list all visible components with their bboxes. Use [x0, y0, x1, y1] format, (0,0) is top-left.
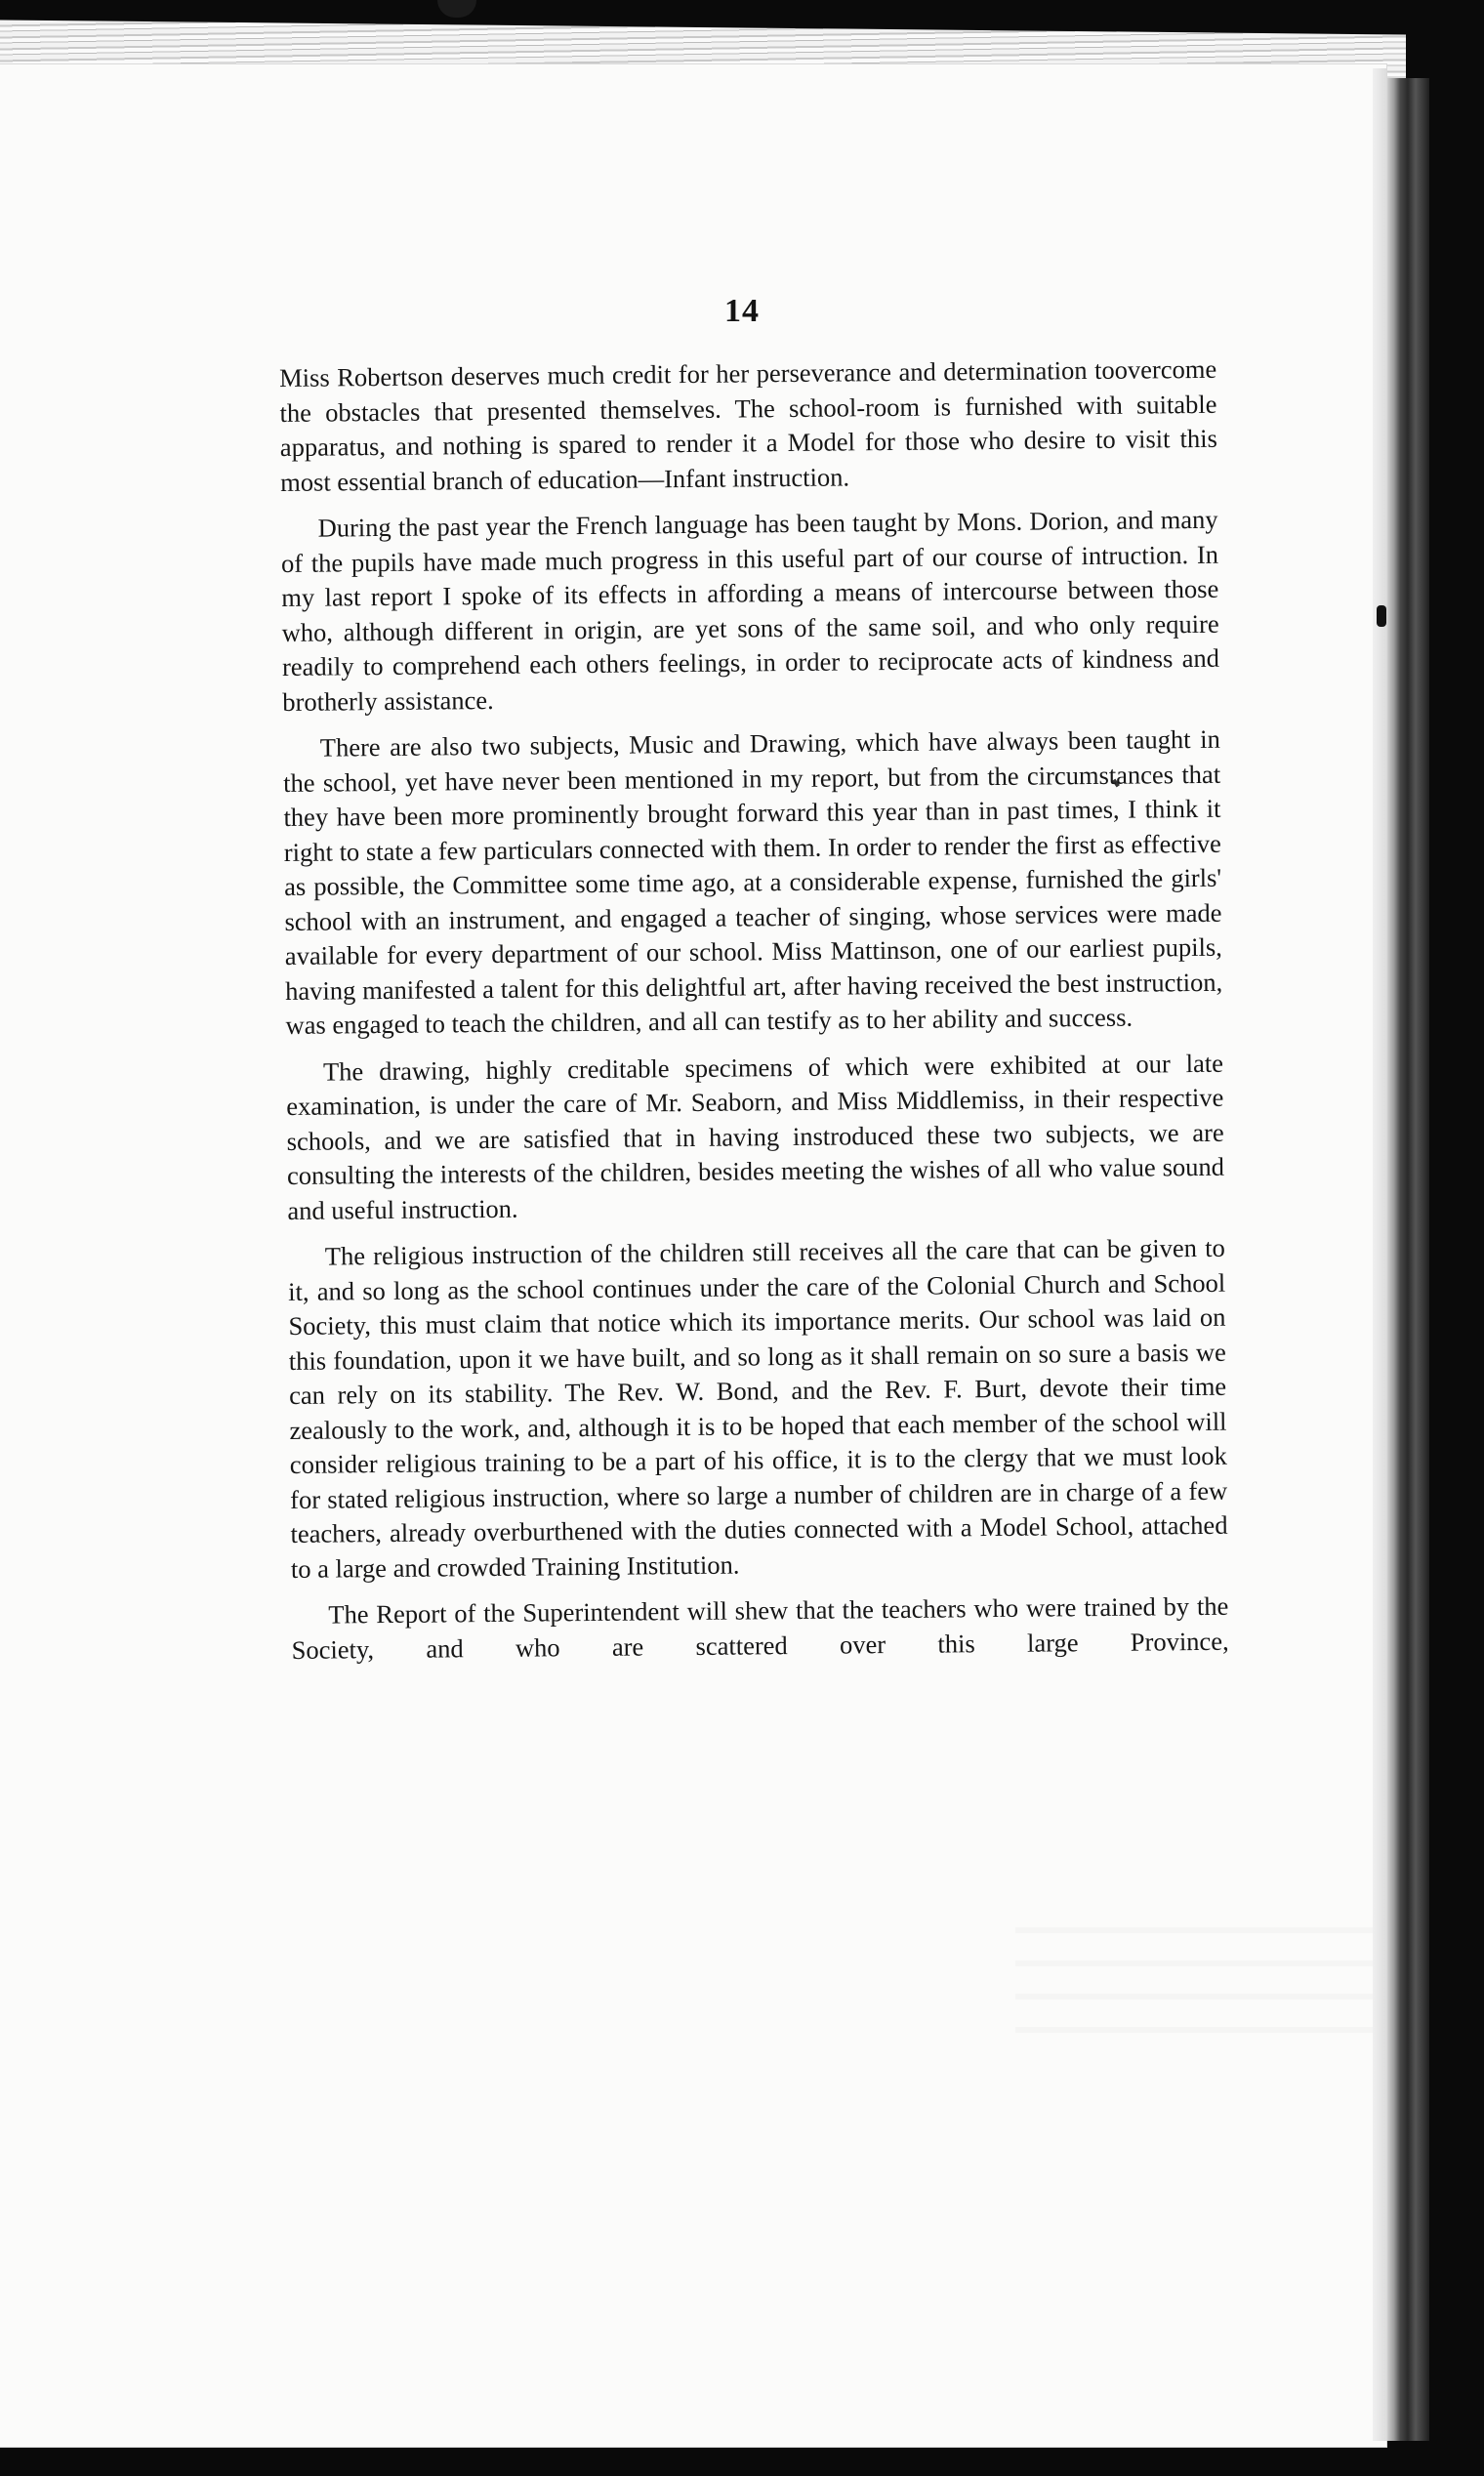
paragraph-religious-instruction: The religious instruction of the children still receives all the care that can be given to it, and so long as the school continues under the care of the Colonial Church and School Society, this must claim that notice which its importance merits. Our school was laid on this foundation, upon it we have built, and so long as it shall remain on so sure a basis we can rely on its stability. The Rev. W. Bond, and the Rev. F. Burt, devote their time zealously to the work, and, although it is to be hoped that each member of the school will consider religious training to be a part of his office, it is to the clergy that we must look for stated religious instruction, where so large a number of children are in charge of a few teachers, already overburthened with the duties connected with a Model School, attached to a large and crowded Training Institution.: [287, 1232, 1228, 1584]
paragraph-music-drawing: There are also two subjects, Music and Drawing, which have always been taught in the school, yet have never been mentioned in my report, but from the circumstances that they have been more prominently brought forward this year than in past times, I think it right to state a few particulars connected with them. In order to render the first as effective as possible, the Committee some time ago, at a considerable expense, furnished the girls' school with an instrument, and engaged a teacher of singing, whose services were made available for every department of our school. Miss Mattinson, one of our earliest pupils, having manifested a talent for this delightful art, after having received the best instruction, was engaged to teach the children, and all can testify as to her ability and success.: [282, 723, 1223, 1040]
page-stack-edge: [1386, 78, 1429, 2441]
paragraph-drawing: The drawing, highly creditable specimens of which were exhibited at our late examination, is under the care of Mr. Seaborn, and Miss Middlemiss, in their respective schools, and we are satisfied that in having instroduced these two subjects, we are consulting the interests of the children, besides meeting the wishes of all who value sound and useful instruction.: [286, 1048, 1225, 1225]
paragraph-superintendent-report: The Report of the Superintendent will shew that the teachers who were trained by the Society, and who are scattered over this large Province,: [291, 1590, 1229, 1665]
binding-mark: [1377, 605, 1386, 627]
paragraph-french-language: During the past year the French language has been taught by Mons. Dorion, and many of the pupils have made much progress in this useful part of our course of intruction. In my last report I spoke of its effects in affording a means of intercourse between those who, although different in origin, are yet sons of the same soil, and who only require readily to comprehend each others feelings, in order to reciprocate acts of kindness and brotherly assistance.: [280, 504, 1220, 717]
page-number: 14: [724, 293, 760, 329]
back-page-show-through: [1015, 1900, 1386, 2056]
paragraph-infant-instruction: Miss Robertson deserves much credit for her perseverance and determination toovercome the obstacles that presented themselves. The school-room is furnished with suitable apparatus, and nothing is spared to render it a Model for those who desire to visit this most essential branch of education—Infant instruction.: [279, 353, 1217, 497]
page-inner-edge: [1373, 68, 1386, 2441]
body-text: [279, 352, 1229, 1679]
